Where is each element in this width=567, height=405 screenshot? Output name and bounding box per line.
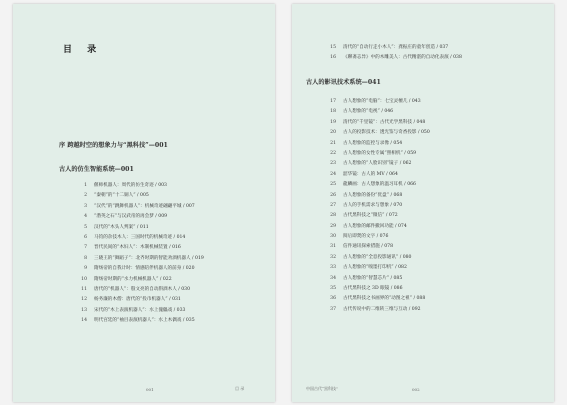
toc-entry-title: 阅后即焚的文字 / 076: [343, 234, 389, 240]
toc-entry: [308, 119, 430, 129]
toc-entry-title: 隋炀帝的自我计时：情感陪伴机器人的前身 / 020: [94, 266, 195, 272]
toc-entry: [308, 275, 430, 285]
toc-entry-title: “秦朝”的“十二铜人” / 005: [94, 193, 149, 199]
toc-entry-title: 古人想象的“人脸识别”镜子 / 062: [343, 161, 412, 167]
toc-entry-title: 古人想象的“电视” / 046: [343, 109, 394, 115]
toc-entry-title: 汉代的“木头人判案” / 011: [94, 224, 149, 230]
toc-entry-number: 26: [330, 192, 336, 198]
toc-entry: [308, 223, 430, 233]
toc-entry: [308, 295, 430, 305]
toc-entry: [308, 243, 430, 253]
toc-entry-number: 9: [84, 266, 87, 272]
toc-entry: [65, 286, 204, 296]
footer-label-right: 中国古代“黑科技”: [306, 386, 339, 391]
toc-entry: [65, 203, 204, 213]
toc-entry-number: 14: [81, 318, 87, 324]
footer-page-number-left: 001: [146, 387, 154, 392]
toc-entry: [308, 264, 430, 274]
toc-entry-list-right-top: [308, 44, 462, 65]
toc-entry-number: 2: [84, 193, 87, 199]
toc-entry: [308, 44, 462, 54]
toc-entry-number: 34: [330, 275, 336, 281]
toc-entry-title: 古代黑科技之“微信” / 072: [343, 213, 398, 219]
footer-page-number-right: 002: [412, 387, 420, 392]
toc-entry-number: 8: [84, 255, 87, 261]
toc-entry-title: 清代的“千里镜”：古代光学黑科技 / 048: [343, 119, 426, 125]
toc-entry-number: 11: [81, 286, 87, 292]
toc-entry: [308, 181, 430, 191]
toc-entry-number: 23: [330, 161, 336, 167]
toc-entry: [308, 192, 430, 202]
toc-entry-title: 信件通讯探索措施 / 078: [343, 244, 393, 250]
toc-entry-title: 唐代的“机器人”：殷文亮的自动斟酒木人 / 030: [94, 286, 191, 292]
toc-entry-number: 25: [330, 182, 336, 188]
toc-entry: [65, 276, 204, 286]
toc-entry-number: 29: [330, 223, 336, 229]
toc-entry: [65, 213, 204, 223]
toc-entry-title: 三晓王的“舞蹈子”：北齐时期的智能劝酒机器人 / 019: [94, 255, 204, 261]
toc-entry-title: “汉代”的“跳舞机器人”：机械奇迹翩翩平城 / 007: [94, 203, 195, 209]
toc-entry: [65, 234, 204, 244]
toc-entry-title: 隋炀帝时期的“水力机械机器人” / 022: [94, 276, 172, 282]
toc-entry: [308, 202, 430, 212]
toc-entry: [308, 212, 430, 222]
left-page: [13, 4, 275, 402]
toc-entry: [308, 160, 430, 170]
toc-entry-title: 古代传说中的二维转三维与互动 / 092: [343, 306, 421, 312]
right-page: [292, 4, 554, 402]
toc-entry-title: 古人想象的备份“优盘” / 068: [343, 192, 403, 198]
toc-entry: [308, 150, 430, 160]
footer-label-left: 目 录: [235, 386, 245, 391]
toc-entry: [65, 255, 204, 265]
toc-entry-number: 19: [330, 119, 336, 125]
toc-entry-number: 30: [330, 234, 336, 240]
toc-entry-number: 3: [84, 203, 87, 209]
toc-entry-number: 5: [84, 224, 87, 230]
toc-entry-number: 28: [330, 213, 336, 219]
toc-entry: [308, 98, 430, 108]
toc-entry-number: 36: [330, 296, 336, 302]
section-title-bionic: 古人的仿生智能系统—001: [59, 166, 134, 173]
toc-entry-title: 晋代民间的“木妇人”：木制机械装置 / 016: [94, 245, 181, 251]
toc-entry-number: 4: [84, 214, 87, 220]
toc-entry-title: 宋代的“木上表演机器人”：水上傀儡戏 / 033: [94, 307, 186, 313]
toc-entry-number: 33: [330, 265, 336, 271]
toc-entry-title: 马钧的杂技木人：三国时代的机械奇迹 / 014: [94, 234, 186, 240]
toc-entry: [65, 224, 204, 234]
toc-entry-number: 22: [330, 150, 336, 156]
toc-entry-title: 古人想象的邮件撤回功能 / 074: [343, 223, 407, 229]
toc-entry: [65, 182, 204, 192]
toc-entry-number: 35: [330, 286, 336, 292]
toc-entry-number: 1: [84, 183, 87, 188]
toc-entry-number: 10: [81, 276, 87, 282]
toc-entry-title: 杨务廉的木僧：唐代的“投币机器人” / 031: [94, 297, 181, 303]
preface-entry: 序 跨越时空的想象力与“黑科技”—001: [59, 142, 168, 149]
toc-entry-number: 31: [330, 244, 336, 250]
toc-entry: [308, 108, 430, 118]
toc-entry-title: 龍鳞画：古人想象的温习耳机 / 066: [343, 182, 416, 188]
toc-entry-title: 《聊斋志异》中的木雕美人：古代精湛的自动化表演 / 038: [343, 55, 462, 61]
toc-entry-number: 16: [330, 55, 336, 61]
toc-entry: [65, 265, 204, 275]
toc-entry-list-right: [308, 98, 430, 316]
toc-entry: [308, 306, 430, 316]
toc-entry-title: 古人的手机需求与想象 / 070: [343, 202, 403, 208]
toc-entry-number: 15: [330, 45, 336, 50]
toc-entry-number: 32: [330, 254, 336, 260]
toc-entry-number: 6: [84, 234, 87, 240]
toc-entry: [65, 307, 204, 317]
toc-entry-number: 37: [330, 306, 336, 312]
toc-entry-title: 明代宫廷的“袖目表演机器人”：水上木偶戏 / 035: [94, 318, 195, 324]
toc-entry-title: 古人想象的监控与录像 / 054: [343, 140, 403, 146]
toc-entry-title: 韶华镜：古人的 MV / 064: [343, 171, 398, 177]
toc-entry: [308, 233, 430, 243]
toc-heading: 目 录: [63, 45, 103, 55]
toc-entry-number: 12: [81, 297, 87, 303]
toc-entry: [308, 54, 462, 64]
toc-entry: [65, 244, 204, 254]
toc-entry: [65, 317, 204, 327]
toc-entry-number: 21: [330, 140, 336, 146]
toc-entry: [65, 192, 204, 202]
toc-entry: [308, 285, 430, 295]
toc-entry-number: 7: [84, 245, 87, 251]
toc-entry: [308, 254, 430, 264]
toc-entry-number: 24: [330, 171, 336, 177]
toc-entry-number: 17: [330, 99, 336, 104]
toc-entry-number: 13: [81, 307, 87, 313]
toc-entry-title: 古人想象的“智慧芯片” / 085: [343, 275, 403, 281]
toc-entry: [308, 140, 430, 150]
toc-entry-title: 清代的“自动行走小木人”：龚振庄的童年创造 / 037: [343, 45, 449, 50]
toc-entry-number: 20: [330, 130, 336, 136]
toc-entry-title: 古代黑科技之 3D 眼镜 / 086: [343, 286, 403, 292]
toc-entry-title: 古人的投影技术：透光鉴与奇香投影 / 050: [343, 130, 430, 136]
section-title-video: 古人的影讯技术系统—041: [306, 79, 381, 86]
toc-entry-title: 偃师机器人：周代的仿生奇迹 / 003: [94, 183, 167, 188]
toc-entry-title: 古人想象的女性专属“照相机” / 059: [343, 150, 417, 156]
toc-entry-number: 18: [330, 109, 336, 115]
toc-entry-title: “潜英之石”与汉武帝的再会梦 / 009: [94, 214, 168, 220]
toc-entry: [65, 296, 204, 306]
toc-entry-title: 古代黑科技之书画界的“动图之祖” / 088: [343, 296, 426, 302]
toc-entry-number: 27: [330, 202, 336, 208]
toc-entry-title: 古人想象的“电脑”：七宝灵檀几 / 043: [343, 99, 421, 104]
toc-entry-list-left: [65, 182, 204, 327]
toc-entry-title: 古人想象的“嗅墨打印机” / 082: [343, 265, 407, 271]
toc-entry: [308, 171, 430, 181]
toc-entry: [308, 129, 430, 139]
toc-entry-title: 古人想象的“全息投影通讯” / 080: [343, 254, 412, 260]
